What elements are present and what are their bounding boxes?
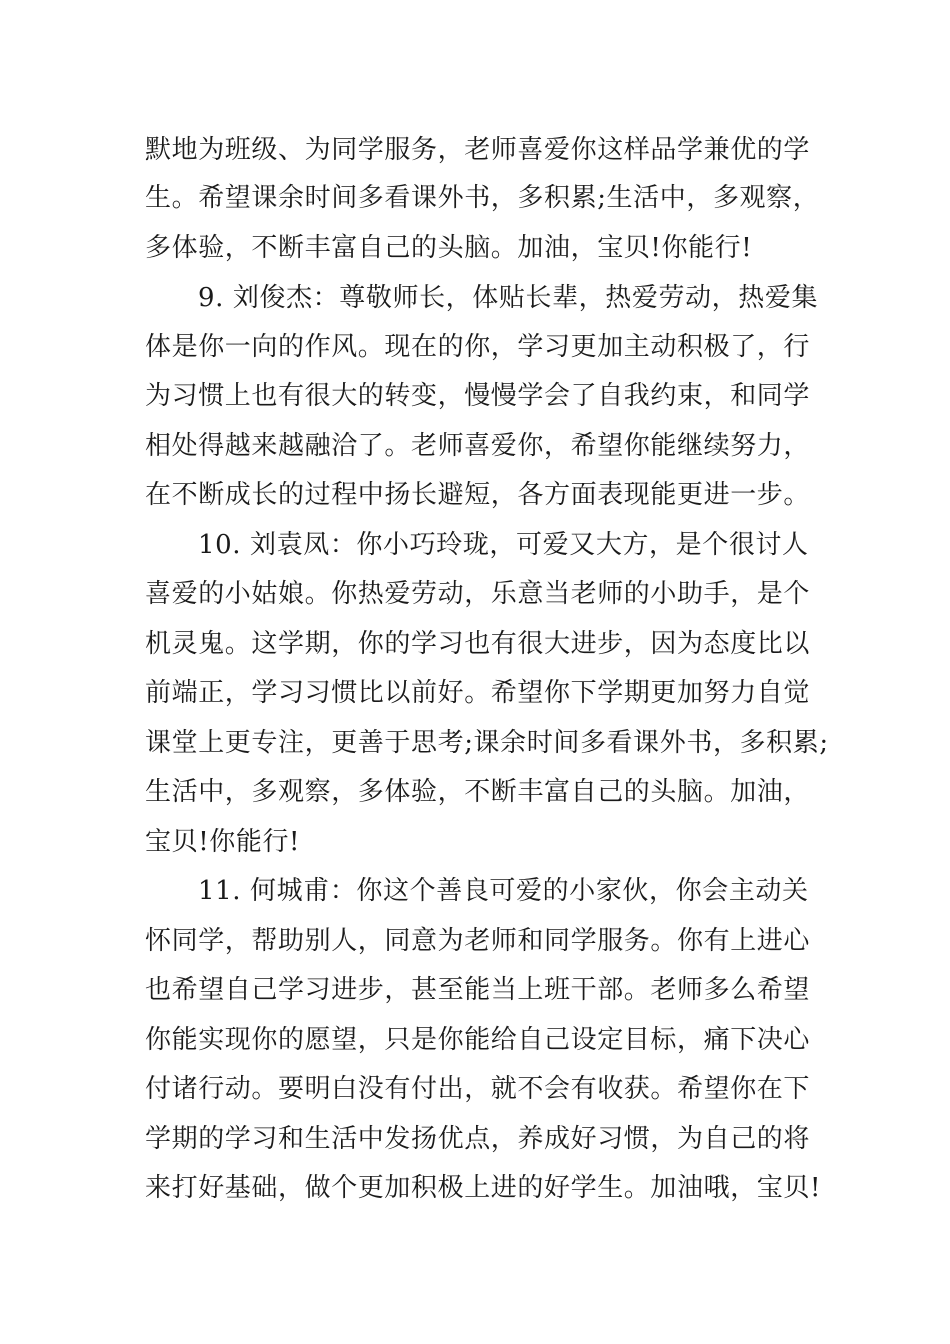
text-line: 宝贝!你能行! [145,827,301,857]
text-line: 体是你一向的作风。现在的你，学习更加主动积极了，行 [145,332,811,362]
text-line: 在不断成长的过程中扬长避短，各方面表现能更进一步。 [145,480,811,510]
paragraph-first-line: 10. 刘袁凤：你小巧玲珑，可爱又大方，是个很讨人 [198,530,809,560]
paragraph-first-line: 11. 何城甫：你这个善良可爱的小家伙，你会主动关 [198,876,809,906]
text-line: 机灵鬼。这学期，你的学习也有很大进步，因为态度比以 [145,629,811,659]
text-line: 为习惯上也有很大的转变，慢慢学会了自我约束，和同学 [145,381,811,411]
text-line: 多体验，不断丰富自己的头脑。加油，宝贝!你能行! [145,233,753,263]
text-line: 付诸行动。要明白没有付出，就不会有收获。希望你在下 [145,1074,811,1104]
text-line: 生。希望课余时间多看课外书，多积累;生活中，多观察， [145,183,820,213]
text-line: 你能实现你的愿望，只是你能给自己设定目标，痛下决心 [145,1025,811,1055]
text-line: 课堂上更专注，更善于思考;课余时间多看课外书，多积累; [145,728,829,758]
text-line: 也希望自己学习进步，甚至能当上班干部。老师多么希望 [145,975,811,1005]
paragraph-first-line: 9. 刘俊杰：尊敬师长，体贴长辈，热爱劳动，热爱集 [198,283,819,313]
text-line: 来打好基础，做个更加积极上进的好学生。加油哦，宝贝! [145,1173,822,1203]
text-line: 默地为班级、为同学服务，老师喜爱你这样品学兼优的学 [145,135,811,165]
text-line: 学期的学习和生活中发扬优点，养成好习惯，为自己的将 [145,1124,811,1154]
text-line: 喜爱的小姑娘。你热爱劳动，乐意当老师的小助手，是个 [145,579,811,609]
text-line: 前端正，学习习惯比以前好。希望你下学期更加努力自觉 [145,678,811,708]
text-line: 生活中，多观察，多体验，不断丰富自己的头脑。加油， [145,777,811,807]
text-line: 怀同学，帮助别人，同意为老师和同学服务。你有上进心 [145,926,811,956]
text-line: 相处得越来越融洽了。老师喜爱你，希望你能继续努力， [145,431,811,461]
